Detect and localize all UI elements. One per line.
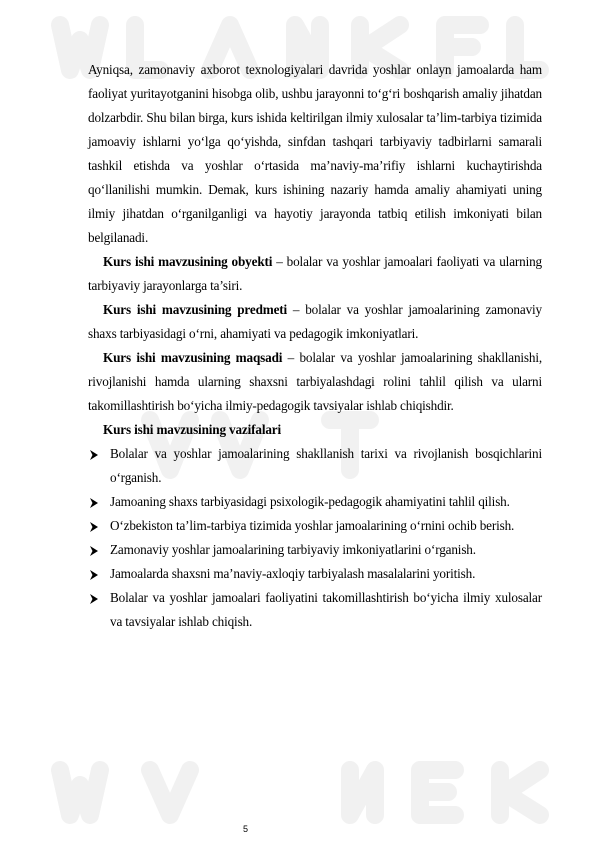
task-text: Zamonaviy yoshlar jamoalarining tarbiyaviy imkoniyatlarini o‘rganish. (110, 542, 476, 557)
document-body (88, 58, 542, 634)
arrow-bullet-icon (89, 594, 99, 604)
subject-label: Kurs ishi mavzusining predmeti (103, 302, 288, 317)
intro-paragraph: Ayniqsa, zamonaviy axborot texnologiyalari davrida yoshlar onlayn jamoalarda ham faoliyat yuritayotganini hisobga olib, ushbu jarayonni to‘g‘ri boshqarish amaliy jihatdan dolzarbdir. Shu bilan birga, kurs ishida keltirilgan ilmiy xulosalar ta’lim-tarbiya tizimida jamoaviy ishlarni yo‘lga qo‘yishda, sinfdan tashqari tarbiyaviy tadbirlarni samarali tashkil etishda va yoshlar o‘rtasida ma’naviy-ma’rifiy ishlarni kuchaytirishda qo‘llanilishi mumkin. Demak, kurs ishining nazariy hamda amaliy ahamiyati uning ilmiy jihatdan o‘rganilganligi va hayotiy jarayonda tatbiq etilish imkoniyati bilan belgilanadi. (88, 62, 542, 245)
task-text: Bolalar va yoshlar jamoalarining shakllanish tarixi va rivojlanish bosqichlarini o‘rganish. (110, 446, 542, 485)
arrow-bullet-icon (89, 546, 99, 556)
goal-paragraph (88, 346, 542, 418)
list-item (88, 586, 542, 634)
list-item (88, 562, 542, 586)
list-item (88, 490, 542, 514)
arrow-bullet-icon (89, 498, 99, 508)
page-number: 5 (243, 824, 249, 834)
arrow-bullet-icon (89, 522, 99, 532)
object-label: Kurs ishi mavzusining obyekti (103, 254, 273, 269)
tasks-list (88, 442, 542, 634)
list-item (88, 442, 542, 490)
arrow-bullet-icon (89, 450, 99, 460)
goal-text: – bolalar va yoshlar jamoalarining shakllanishi, rivojlanishi hamda ularning shaxsni tarbiyalashdagi rolini tahlil qilish va ularni takomillashtirish bo‘yicha ilmiy-pedagogik tavsiyalar ishlab chiqishdir. (88, 350, 542, 413)
task-text: Jamoaning shaxs tarbiyasidagi psixologik-pedagogik ahamiyatini tahlil qilish. (110, 494, 510, 509)
tasks-heading: Kurs ishi mavzusining vazifalari (103, 422, 282, 437)
subject-text: – bolalar va yoshlar jamoalarining zamonaviy shaxs tarbiyasidagi o‘rni, ahamiyati va pedagogik imkoniyatlari. (88, 302, 542, 341)
subject-paragraph (88, 298, 542, 346)
goal-label: Kurs ishi mavzusining maqsadi (103, 350, 283, 365)
list-item (88, 538, 542, 562)
object-paragraph (88, 250, 542, 298)
task-text: O‘zbekiston ta’lim-tarbiya tizimida yoshlar jamoalarining o‘rnini ochib berish. (110, 518, 515, 533)
list-item (88, 514, 542, 538)
task-text: Bolalar va yoshlar jamoalari faoliyatini takomillashtirish bo‘yicha ilmiy xulosalar va tavsiyalar ishlab chiqish. (110, 590, 542, 629)
task-text: Jamoalarda shaxsni ma’naviy-axloqiy tarbiyalash masalalarini yoritish. (110, 566, 476, 581)
arrow-bullet-icon (89, 570, 99, 580)
object-text: – bolalar va yoshlar jamoalari faoliyati va ularning tarbiyaviy jarayonlarga ta’siri. (88, 254, 542, 293)
